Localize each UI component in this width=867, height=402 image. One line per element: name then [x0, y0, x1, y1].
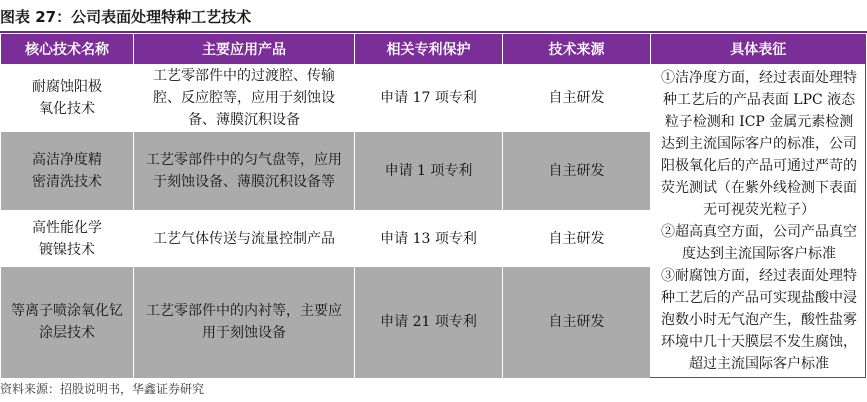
header-product: 主要应用产品	[134, 34, 355, 65]
tech-name-cell: 耐腐蚀阳极 氧化技术	[1, 65, 134, 132]
patent-cell: 申请 17 项专利	[355, 65, 503, 132]
header-description: 具体表征	[651, 34, 866, 65]
product-cell: 工艺零部件中的内衬等，主要应用于刻蚀设备	[134, 267, 355, 378]
figure-title: 图表 27：公司表面处理特种工艺技术	[0, 8, 252, 26]
patent-cell: 申请 21 项专利	[355, 267, 503, 378]
header-tech-name: 核心技术名称	[1, 34, 134, 65]
source-note: 资料来源：招股说明书，华鑫证券研究	[0, 382, 205, 396]
patent-cell: 申请 1 项专利	[355, 132, 503, 211]
tech-name-cell: 高洁净度精 密清洗技术	[1, 132, 134, 211]
header-source: 技术来源	[503, 34, 651, 65]
table-header-row	[1, 34, 866, 65]
description-item-2: ②超高真空方面，公司产品真空度达到主流国际客户标准	[661, 224, 857, 262]
title-rule	[0, 31, 867, 33]
tech-name-cell: 高性能化学 镀镍技术	[1, 210, 134, 266]
product-cell: 工艺零部件中的过渡腔、传输腔、反应腔等，应用于刻蚀设备、薄膜沉积设备	[134, 65, 355, 132]
description-item-3: ③耐腐蚀方面，经过表面处理特种工艺后的产品可实现盐酸中浸泡数小时无气泡产生，酸性盐雾环境中几十天膜层不发生腐蚀，超过主流国际客户标准	[661, 268, 857, 372]
description-cell	[651, 65, 866, 378]
description-item-1: ①洁净度方面，经过表面处理特种工艺后的产品表面 LPC 液态粒子检测和 ICP 金属元素检测达到主流国际客户的标准，公司阳极氧化后的产品可通过严苛的荧光测试（在紫外线检测下表面无可视荧光粒子）	[661, 70, 857, 218]
source-cell: 自主研发	[503, 267, 651, 378]
tech-name-cell: 等离子喷涂氧化钇 涂层技术	[1, 267, 134, 378]
source-cell: 自主研发	[503, 210, 651, 266]
table-row	[1, 65, 866, 132]
source-cell: 自主研发	[503, 65, 651, 132]
source-cell: 自主研发	[503, 132, 651, 211]
tech-table	[0, 34, 866, 378]
product-cell: 工艺零部件中的匀气盘等，应用于刻蚀设备、薄膜沉积设备等	[134, 132, 355, 211]
patent-cell: 申请 13 项专利	[355, 210, 503, 266]
product-cell: 工艺气体传送与流量控制产品	[134, 210, 355, 266]
header-patent: 相关专利保护	[355, 34, 503, 65]
